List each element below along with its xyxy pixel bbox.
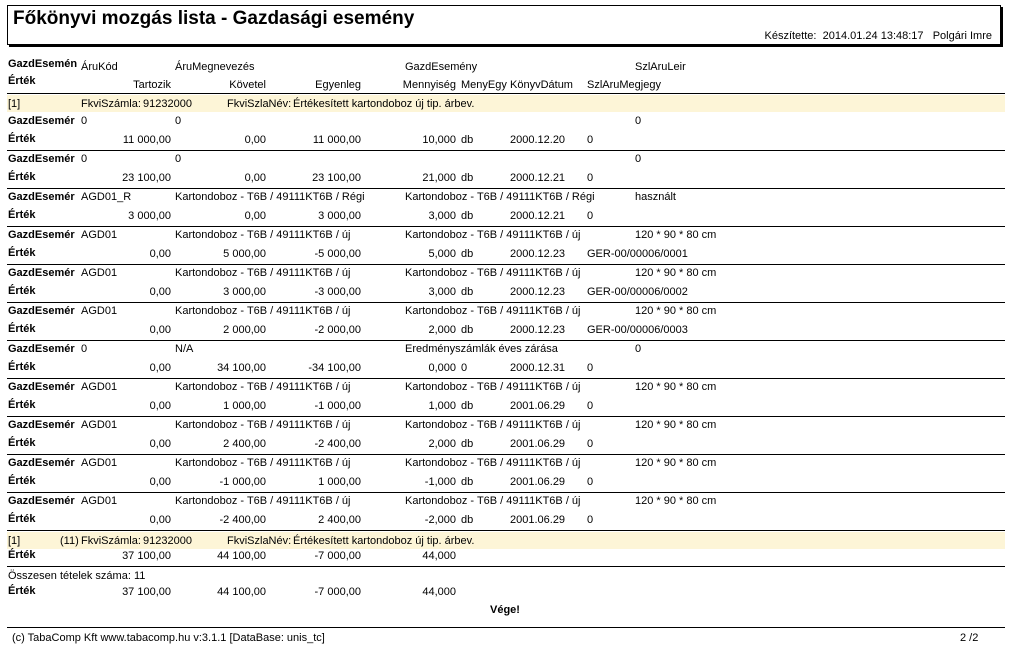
group-footer-balance: -7 000,00 [314, 550, 361, 562]
record-desc: 120 * 90 * 80 cm [635, 381, 717, 393]
record-code: AGD01 [81, 419, 118, 431]
group-footer-account: 91232000 [143, 535, 192, 547]
header-egyenleg: Egyenleg [315, 79, 361, 91]
record-divider [7, 188, 1005, 189]
group-footer-ertek-label: Érték [8, 549, 36, 561]
record-unit: db [461, 172, 474, 184]
record-name: 0 [175, 153, 182, 165]
group-footer-credit: 44 100,00 [217, 550, 266, 562]
record-name: Kartondoboz - T6B / 49111KT6B / új [175, 229, 351, 241]
record-credit: 34 100,00 [217, 362, 266, 374]
record-balance: -1 000,00 [314, 400, 361, 412]
record-ertek-label: Érték [8, 171, 36, 183]
record-credit: 0,00 [244, 172, 266, 184]
record-event: Eredményszámlák éves zárása [405, 343, 558, 355]
record-code: AGD01_R [81, 191, 132, 203]
record-qty: 5,000 [428, 248, 456, 260]
record-event: Kartondoboz - T6B / 49111KT6B / új [405, 229, 581, 241]
record-debit: 11 000,00 [122, 134, 171, 146]
record-date: 2001.06.29 [510, 438, 566, 450]
record-balance: -2 000,00 [314, 324, 361, 336]
summary-balance: -7 000,00 [314, 586, 361, 598]
record-credit: 5 000,00 [223, 248, 266, 260]
group-footer-account-label: FkviSzámla: [81, 535, 141, 547]
record-debit: 23 100,00 [122, 172, 171, 184]
record-divider [7, 264, 1005, 265]
summary-debit: 37 100,00 [122, 586, 171, 598]
record-ertek-label: Érték [8, 361, 36, 373]
record-debit: 0,00 [149, 362, 171, 374]
group-footer-divider [7, 566, 1005, 567]
header-menyegy: MenyEgy [461, 79, 507, 91]
record-name: 0 [175, 115, 182, 127]
record-type-label: GazdEsemér [8, 229, 75, 241]
record-unit: db [461, 248, 474, 260]
record-ertek-label: Érték [8, 399, 36, 411]
record-note: 0 [587, 210, 594, 222]
record-note: 0 [587, 362, 594, 374]
record-balance: 23 100,00 [312, 172, 361, 184]
record-qty: 3,000 [428, 210, 456, 222]
record-note: GER-00/00006/0001 [587, 248, 688, 260]
footer-divider [7, 627, 1005, 628]
record-debit: 0,00 [149, 476, 171, 488]
record-type-label: GazdEsemér [8, 419, 75, 431]
record-code: AGD01 [81, 457, 118, 469]
record-name: Kartondoboz - T6B / 49111KT6B / új [175, 267, 351, 279]
record-date: 2001.06.29 [510, 476, 566, 488]
end-text: Vége! [490, 604, 520, 616]
record-ertek-label: Érték [8, 323, 36, 335]
record-credit: -2 400,00 [219, 514, 266, 526]
record-debit: 0,00 [149, 286, 171, 298]
record-credit: -1 000,00 [219, 476, 266, 488]
record-qty: 0,000 [428, 362, 456, 374]
record-qty: 3,000 [428, 286, 456, 298]
record-divider [7, 340, 1005, 341]
record-event: Kartondoboz - T6B / 49111KT6B / új [405, 305, 581, 317]
report-title-box [7, 5, 1001, 45]
record-unit: 0 [461, 362, 468, 374]
record-divider [7, 454, 1005, 455]
record-balance: 3 000,00 [318, 210, 361, 222]
record-event: Kartondoboz - T6B / 49111KT6B / új [405, 495, 581, 507]
record-balance: -5 000,00 [314, 248, 361, 260]
record-debit: 3 000,00 [128, 210, 171, 222]
record-qty: 2,000 [428, 324, 456, 336]
record-note: 0 [587, 172, 594, 184]
record-balance: 11 000,00 [312, 134, 361, 146]
record-name: Kartondoboz - T6B / 49111KT6B / új [175, 419, 351, 431]
header-tartozik: Tartozik [133, 79, 171, 91]
record-divider [7, 530, 1005, 531]
record-name: N/A [175, 343, 194, 355]
record-ertek-label: Érték [8, 209, 36, 221]
record-event: Kartondoboz - T6B / 49111KT6B / új [405, 381, 581, 393]
record-code: AGD01 [81, 305, 118, 317]
group-index: [1] [8, 98, 21, 110]
record-debit: 0,00 [149, 248, 171, 260]
group-account: 91232000 [143, 98, 192, 110]
record-credit: 1 000,00 [223, 400, 266, 412]
record-divider [7, 150, 1005, 151]
record-desc: 120 * 90 * 80 cm [635, 457, 717, 469]
report-title: Főkönyvi mozgás lista - Gazdasági esemény [13, 8, 415, 29]
group-footer-name: Értékesített kartondoboz új tip. árbev. [293, 535, 475, 547]
record-desc: 120 * 90 * 80 cm [635, 495, 717, 507]
record-ertek-label: Érték [8, 133, 36, 145]
record-note: 0 [587, 400, 594, 412]
footer-page-number: 2 /2 [960, 632, 979, 644]
record-qty: 2,000 [428, 438, 456, 450]
summary-credit: 44 100,00 [217, 586, 266, 598]
group-name-label: FkviSzlaNév: [227, 98, 292, 110]
record-ertek-label: Érték [8, 285, 36, 297]
group-footer-qty: 44,000 [422, 550, 456, 562]
record-desc: 120 * 90 * 80 cm [635, 267, 717, 279]
record-date: 2001.06.29 [510, 514, 566, 526]
record-date: 2000.12.23 [510, 286, 566, 298]
header-gazdesemeny: GazdEsemén [8, 58, 78, 70]
record-type-label: GazdEsemér [8, 191, 75, 203]
record-credit: 3 000,00 [223, 286, 266, 298]
group-footer-count: (11) [60, 535, 79, 547]
record-debit: 0,00 [149, 324, 171, 336]
header-ertek: Érték [8, 75, 36, 87]
record-ertek-label: Érték [8, 437, 36, 449]
group-account-label: FkviSzámla: [81, 98, 141, 110]
record-qty: -1,000 [424, 476, 456, 488]
group-footer-index: [1] [8, 535, 21, 547]
record-date: 2000.12.23 [510, 324, 566, 336]
record-code: 0 [81, 115, 88, 127]
record-qty: 1,000 [428, 400, 456, 412]
record-credit: 2 000,00 [223, 324, 266, 336]
header-kovetel: Követel [229, 79, 266, 91]
record-unit: db [461, 476, 474, 488]
record-balance: 1 000,00 [318, 476, 361, 488]
record-date: 2000.12.21 [510, 210, 566, 222]
record-type-label: GazdEsemér [8, 267, 75, 279]
record-desc: 0 [635, 115, 642, 127]
record-credit: 0,00 [244, 210, 266, 222]
record-name: Kartondoboz - T6B / 49111KT6B / új [175, 381, 351, 393]
group-name: Értékesített kartondoboz új tip. árbev. [293, 98, 475, 110]
record-date: 2000.12.23 [510, 248, 566, 260]
group-footer-debit: 37 100,00 [122, 550, 171, 562]
record-code: AGD01 [81, 495, 118, 507]
record-name: Kartondoboz - T6B / 49111KT6B / Régi [175, 191, 365, 203]
record-unit: db [461, 134, 474, 146]
record-note: GER-00/00006/0003 [587, 324, 688, 336]
record-unit: db [461, 400, 474, 412]
header-mennyiseg: Mennyiség [402, 79, 456, 91]
record-divider [7, 226, 1005, 227]
record-event: Kartondoboz - T6B / 49111KT6B / új [405, 419, 581, 431]
record-credit: 2 400,00 [223, 438, 266, 450]
header-arukod: ÁruKód [81, 61, 118, 73]
record-note: 0 [587, 438, 594, 450]
record-balance: -3 000,00 [314, 286, 361, 298]
record-desc: 120 * 90 * 80 cm [635, 419, 717, 431]
record-divider [7, 416, 1005, 417]
record-code: 0 [81, 153, 88, 165]
record-name: Kartondoboz - T6B / 49111KT6B / új [175, 495, 351, 507]
record-divider [7, 378, 1005, 379]
footer-copyright: (c) TabaComp Kft www.tabacomp.hu v:3.1.1 [DataBase: unis_tc] [12, 632, 325, 644]
record-type-label: GazdEsemér [8, 305, 75, 317]
header-arumegnevezes: ÁruMegnevezés [175, 61, 255, 73]
record-name: Kartondoboz - T6B / 49111KT6B / új [175, 305, 351, 317]
record-code: AGD01 [81, 229, 118, 241]
record-event: Kartondoboz - T6B / 49111KT6B / új [405, 267, 581, 279]
record-code: AGD01 [81, 267, 118, 279]
record-ertek-label: Érték [8, 513, 36, 525]
record-qty: -2,000 [424, 514, 456, 526]
record-event: Kartondoboz - T6B / 49111KT6B / új [405, 457, 581, 469]
record-divider [7, 492, 1005, 493]
record-unit: db [461, 514, 474, 526]
record-unit: db [461, 286, 474, 298]
created-by: Polgári Imre [932, 30, 992, 42]
record-date: 2001.06.29 [510, 400, 566, 412]
created-label: Készítette: [764, 30, 817, 42]
record-date: 2000.12.21 [510, 172, 566, 184]
summary-count: Összesen tételek száma: 11 [8, 570, 146, 582]
record-type-label: GazdEsemér [8, 381, 75, 393]
summary-qty: 44,000 [422, 586, 456, 598]
record-ertek-label: Érték [8, 247, 36, 259]
record-balance: -2 400,00 [314, 438, 361, 450]
record-desc: 120 * 90 * 80 cm [635, 305, 717, 317]
record-credit: 0,00 [244, 134, 266, 146]
group-footer-name-label: FkviSzlaNév: [227, 535, 292, 547]
record-desc: használt [635, 191, 676, 203]
header-szlaruleir: SzlAruLeir [635, 61, 686, 73]
record-balance: 2 400,00 [318, 514, 361, 526]
record-balance: -34 100,00 [308, 362, 361, 374]
record-date: 2000.12.20 [510, 134, 566, 146]
record-name: Kartondoboz - T6B / 49111KT6B / új [175, 457, 351, 469]
record-date: 2000.12.31 [510, 362, 566, 374]
record-note: 0 [587, 514, 594, 526]
created-info [764, 30, 992, 42]
record-code: 0 [81, 343, 88, 355]
record-desc: 0 [635, 343, 642, 355]
record-qty: 10,000 [422, 134, 456, 146]
header-divider [7, 93, 1005, 94]
record-debit: 0,00 [149, 400, 171, 412]
header-szlarumegjegy: SzlAruMegjegy [587, 79, 661, 91]
header-konyvdatum: KönyvDátum [510, 79, 573, 91]
created-at: 2014.01.24 13:48:17 [822, 30, 924, 42]
record-desc: 120 * 90 * 80 cm [635, 229, 717, 241]
record-type-label: GazdEsemér [8, 115, 75, 127]
header-gazdesemeny-2: GazdEsemény [405, 61, 478, 73]
record-note: GER-00/00006/0002 [587, 286, 688, 298]
record-unit: db [461, 210, 474, 222]
summary-ertek-label: Érték [8, 585, 36, 597]
record-type-label: GazdEsemér [8, 343, 75, 355]
record-qty: 21,000 [422, 172, 456, 184]
record-note: 0 [587, 476, 594, 488]
record-unit: db [461, 438, 474, 450]
record-ertek-label: Érték [8, 475, 36, 487]
record-code: AGD01 [81, 381, 118, 393]
record-divider [7, 302, 1005, 303]
record-debit: 0,00 [149, 438, 171, 450]
record-debit: 0,00 [149, 514, 171, 526]
record-event: Kartondoboz - T6B / 49111KT6B / Régi [405, 191, 595, 203]
record-desc: 0 [635, 153, 642, 165]
record-note: 0 [587, 134, 594, 146]
record-type-label: GazdEsemér [8, 495, 75, 507]
record-unit: db [461, 324, 474, 336]
record-type-label: GazdEsemér [8, 457, 75, 469]
record-type-label: GazdEsemér [8, 153, 75, 165]
